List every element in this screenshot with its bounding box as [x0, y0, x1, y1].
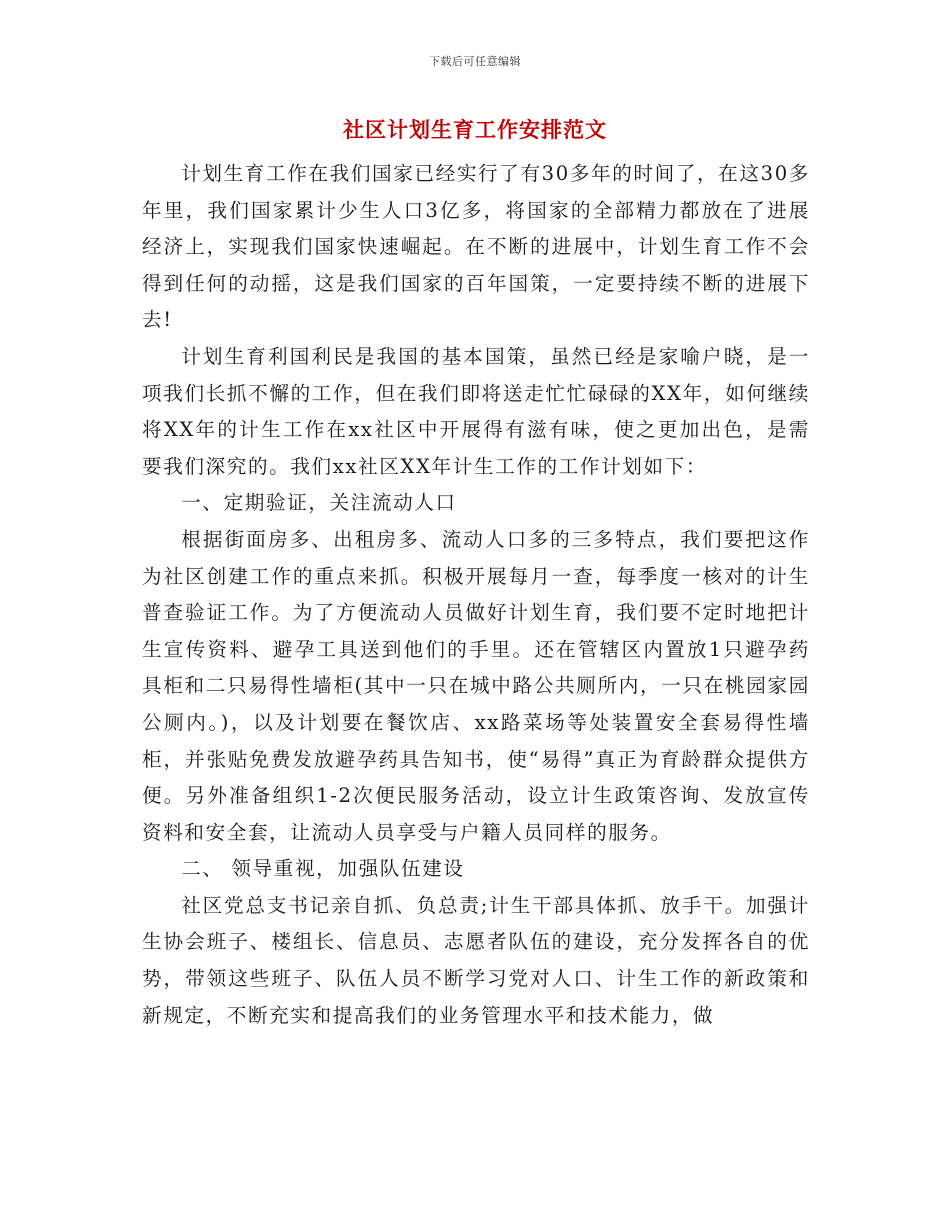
document-title: 社区计划生育工作安排范文	[343, 117, 607, 142]
document-body	[142, 156, 810, 1034]
section-heading-2: 二、 领导重视，加强队伍建设	[181, 857, 465, 881]
header-note: 下载后可任意编辑	[429, 55, 521, 68]
section-heading-1: 一、定期验证，关注流动人口	[181, 491, 457, 515]
paragraph-section-1: 根据街面房多、出租房多、流动人口多的三多特点，我们要把这作为社区创建工作的重点来抓。积极开展每月一查，每季度一核对的计生普查验证工作。为了方便流动人员做好计划生育，我们要不定时地把计生宣传资料、避孕工具送到他们的手里。还在管辖区内置放1只避孕药具柜和二只易得性墙柜(其中一只在城中路公共厕所内，一只在桃园家园公厕内。)，以及计划要在餐饮店、xx路菜场等处装置安全套易得性墙柜，并张贴免费发放避孕药具告知书，使“易得”真正为育龄群众提供方便。另外准备组织1-2次便民服务活动，设立计生政策咨询、发放宣传资料和安全套，让流动人员享受与户籍人员同样的服务。	[142, 527, 810, 844]
paragraph-policy: 计划生育利国利民是我国的基本国策，虽然已经是家喻户晓，是一项我们长抓不懈的工作，但在我们即将送走忙忙碌碌的XX年，如何继续将XX年的计生工作在xx社区中开展得有滋有味，使之更加出色，是需要我们深究的。我们xx社区XX年计生工作的工作计划如下：	[142, 344, 810, 478]
paragraph-section-2: 社区党总支书记亲自抓、负总责;计生干部具体抓、放手干。加强计生协会班子、楼组长、信息员、志愿者队伍的建设，充分发挥各自的优势，带领这些班子、队伍人员不断学习党对人口、计生工作的新政策和新规定，不断充实和提高我们的业务管理水平和技术能力，做	[142, 893, 810, 1027]
paragraph-intro: 计划生育工作在我们国家已经实行了有30多年的时间了，在这30多年里，我们国家累计少生人口3亿多，将国家的全部精力都放在了进展经济上，实现我们国家快速崛起。在不断的进展中，计划生育工作不会得到任何的动摇，这是我们国家的百年国策，一定要持续不断的进展下去!	[142, 162, 810, 332]
